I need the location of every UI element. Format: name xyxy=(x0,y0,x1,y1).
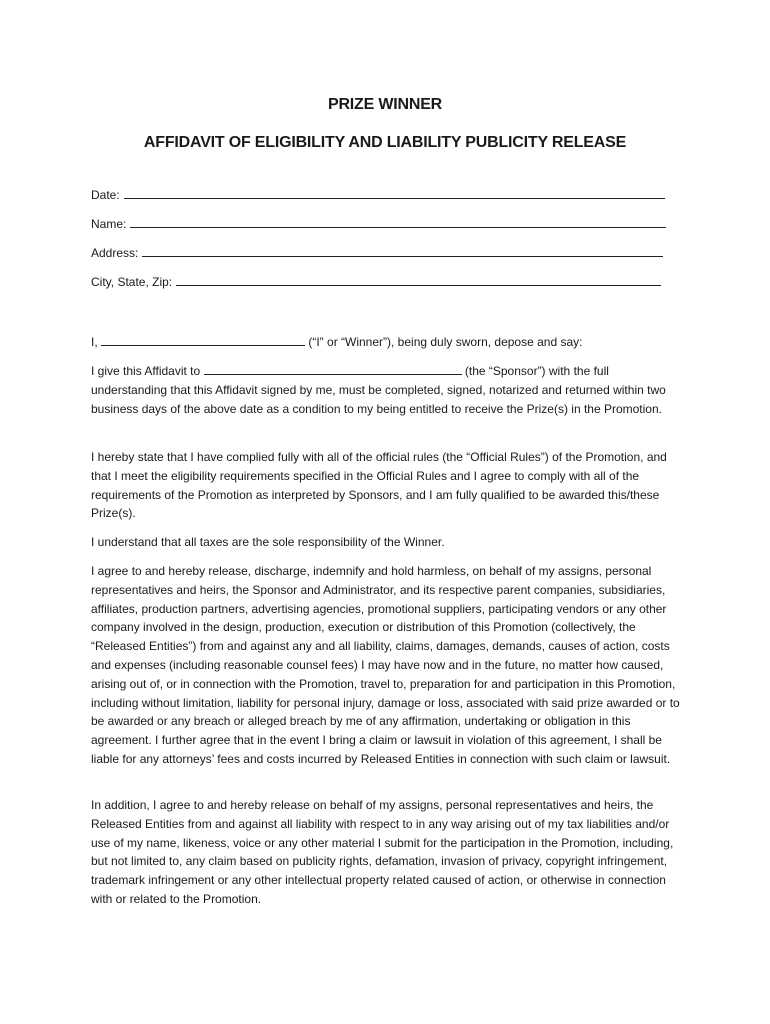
date-field xyxy=(91,187,665,202)
city-state-zip-blank-line[interactable] xyxy=(176,274,661,286)
paragraph-affidavit xyxy=(91,362,681,418)
address-label: Address: xyxy=(91,246,139,260)
paragraph-affidavit-prefix: I give this Affidavit to xyxy=(91,364,201,378)
name-blank-line[interactable] xyxy=(130,216,666,228)
intro-suffix: (“I” or “Winner”), being duly sworn, depose and say: xyxy=(308,335,583,349)
address-field xyxy=(91,245,663,260)
document-title: PRIZE WINNER xyxy=(327,96,443,113)
winner-name-blank[interactable] xyxy=(101,334,305,346)
paragraph-taxes: I understand that all taxes are the sole responsibility of the Winner. xyxy=(91,535,445,549)
address-blank-line[interactable] xyxy=(142,245,663,257)
name-label: Name: xyxy=(91,217,127,231)
paragraph-affidavit-suffix: (the “Sponsor”) with the full understanding that this Affidavit signed by me, must be completed, signed, notarized and returned within two business days of the above date as a condition to my being entitled to receive the Prize(s) in the Promotion. xyxy=(91,364,666,416)
paragraph-official-rules: I hereby state that I have complied fully with all of the official rules (the “Official Rules”) of the Promotion, and that I meet the eligibility requirements specified in the Official Rules and I agree to comply with all of the requirements of the Promotion as interpreted by Sponsors, and I am fully qualified to be awarded this/these Prize(s). xyxy=(91,450,667,521)
document-subtitle: AFFIDAVIT OF ELIGIBILITY AND LIABILITY PUBLICITY RELEASE xyxy=(143,134,627,151)
intro-prefix: I, xyxy=(91,335,98,349)
sponsor-name-blank[interactable] xyxy=(204,363,462,375)
city-state-zip-label: City, State, Zip: xyxy=(91,275,173,289)
date-label: Date: xyxy=(91,188,120,202)
paragraph-release: I agree to and hereby release, discharge, indemnify and hold harmless, on behalf of my assigns, personal representatives and heirs, the Sponsor and Administrator, and its respective parent companies, subsidiaries, affiliates, production partners, advertising agencies, promotional suppliers, participating vendors or any other company involved in the design, production, execution or distribution of this Promotion (collectively, the “Released Entities”) from and against any and all liability, claims, damages, demands, causes of action, costs and expenses (including reasonable counsel fees) I may have now and in the future, no matter how caused, arising out of, or in connection with the Promotion, travel to, preparation for and participation in this Promotion, including without limitation, liability for personal injury, damage or loss, associated with said prize awarded or to be awarded or any breach or alleged breach by me of any affirmation, undertaking or obligation in this agreement. I further agree that in the event I bring a claim or lawsuit in violation of this agreement, I shall be liable for any attorneys’ fees and costs incurred by Released Entities in connection with such claim or lawsuit. xyxy=(91,564,680,766)
paragraph-additional-release: In addition, I agree to and hereby release on behalf of my assigns, personal representatives and heirs, the Released Entities from and against all liability with respect to in any way arising out of my tax liabilities and/or use of my name, likeness, voice or any other material I submit for the participation in the Promotion, including, but not limited to, any claim based on publicity rights, defamation, invasion of privacy, copyright infringement, trademark infringement or any other intellectual property related caused of action, or otherwise in connection with or related to the Promotion. xyxy=(91,798,674,906)
city-state-zip-field xyxy=(91,274,661,289)
name-field xyxy=(91,216,666,231)
date-blank-line[interactable] xyxy=(124,187,665,199)
intro-statement xyxy=(91,333,681,352)
